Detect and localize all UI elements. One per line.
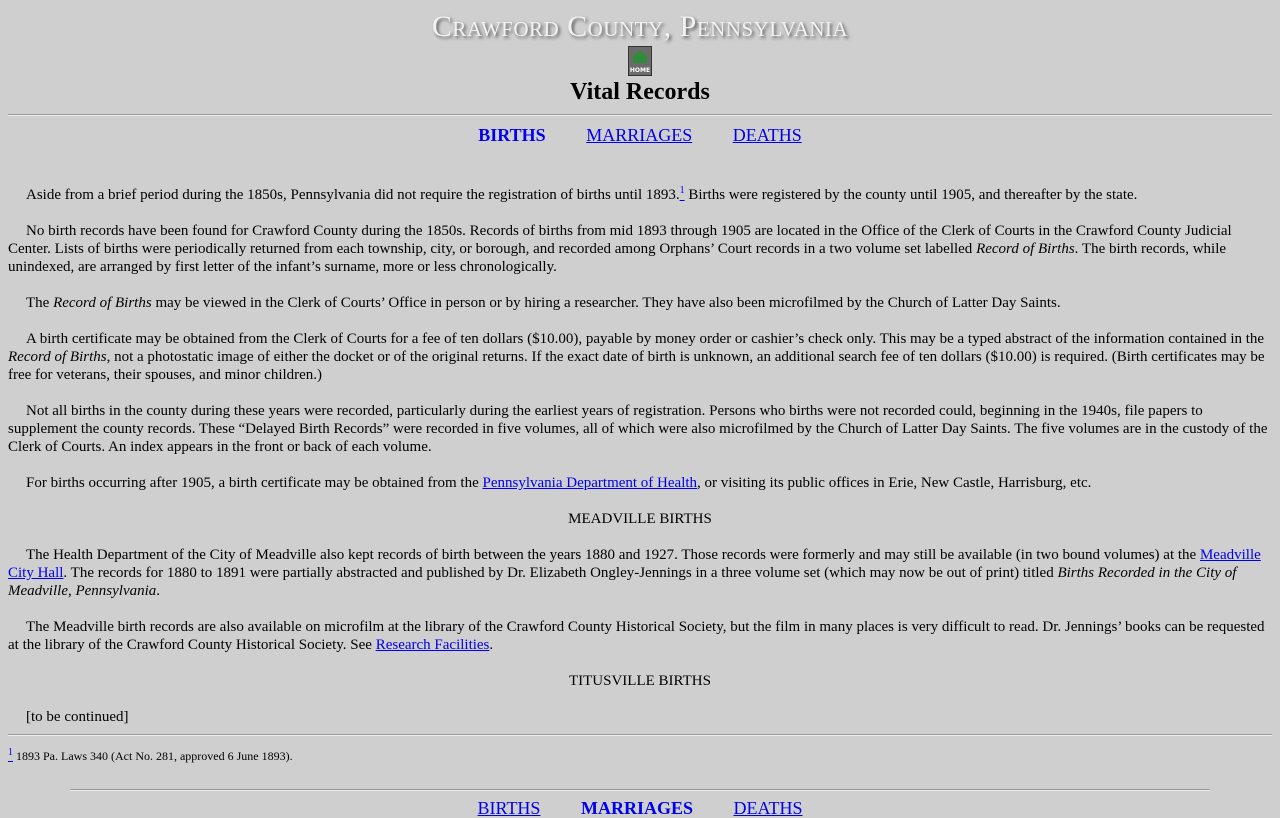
city-hall-link[interactable]: Meadville City Hall [8,547,1261,581]
footnote-mark[interactable]: 1 [8,747,13,758]
paragraph [8,618,1272,654]
book-title: Record of Births [976,241,1075,257]
nav-deaths[interactable]: DEATHS [732,125,802,145]
nav-marriages-bottom[interactable]: MARRIAGES [580,798,693,818]
bottom-nav [8,799,1272,817]
book-title: Births Recorded in the City of Meadville, Pennsylvania [8,565,1237,599]
paragraph [8,222,1272,276]
text: A birth certificate may be obtained from the Clerk of Courts for a fee of ten dollars ($10.00), payable by money order or cashier’s check only. This may be a typed abstract of the information contained in the [26,331,1265,347]
site-title: Crawford County, Pennsylvania [431,10,849,43]
book-title: Record of Births [53,295,152,311]
paragraph [8,474,1272,492]
text: The [26,295,54,311]
footnote [8,744,1272,765]
paragraph [8,294,1272,312]
nav-marriages[interactable]: MARRIAGES [586,125,693,145]
text: Aside from a brief period during the 1850s, Pennsylvania did not require the registration of births until 1893. [26,187,680,203]
text: . The birth records, while unindexed, are arranged by first letter of the infant’s surname, more or less chronologically. [8,241,1227,275]
divider [8,114,1272,116]
nav-births-bottom[interactable]: BIRTHS [477,798,541,818]
footnote-text: 1893 Pa. Laws 340 (Act No. 281, approved 6 June 1893). [13,749,293,763]
home-button[interactable] [628,46,652,76]
paragraph [8,330,1272,384]
paragraph: [to be continued] [26,709,129,725]
text: . [489,637,494,653]
text: No birth records have been found for Crawford County during the 1850s. Records of births from mid 1893 through 1905 are located in the Office of the Clerk of Courts in the Crawford County Judicial Center. Lists of births were periodically returned from each township, city, or borough, and recorded among Orphans’ Court records in a two volume set labelled [8,223,1232,257]
paragraph [8,546,1272,600]
text: , or visiting its public offices in Erie, New Castle, Harrisburg, etc. [697,475,1092,491]
text: The Health Department of the City of Meadville also kept records of birth between the years 1880 and 1927. Those records were formerly and may still be available (in two bound volumes) at the [26,547,1200,563]
nav-births[interactable]: BIRTHS [478,125,546,145]
text: . The records for 1880 to 1891 were partially abstracted and published by Dr. Elizabeth Ongley-Jennings in a three volume set (which may now be out of print) titled [63,565,1058,581]
text: Births were registered by the county until 1905, and thereafter by the state. [684,187,1138,203]
paragraph: Not all births in the county during these years were recorded, particularly during the earliest years of registration. Persons who births were not recorded could, beginning in the 1940s, file papers to supplement the county records. These “Delayed Birth Records” were recorded in five volumes, all of which were also microfilmed by the Church of Latter Day Saints. The five volumes are in the custody of the Clerk of Courts. An index appears in the front or back of each volume. [8,403,1268,455]
text: For births occurring after 1905, a birth certificate may be obtained from the [26,475,483,491]
house-icon [632,50,648,57]
book-title: Record of Births [8,349,107,365]
home-label: HOME [629,67,651,74]
text: , not a photostatic image of either the docket or of the original returns. If the exact date of birth is unknown, an additional search fee of ten dollars ($10.00) is required. (Birth certificates may be free for veterans, their spouses, and minor children.) [8,349,1265,383]
section-heading-titusville: TITUSVILLE BIRTHS [568,673,711,689]
divider [70,789,1210,791]
text: may be viewed in the Clerk of Courts’ Office in person or by hiring a researcher. They have also been microfilmed by the Church of Latter Day Saints. [151,295,1061,311]
top-nav [8,126,1272,144]
house-base-icon [633,57,647,63]
footnote-ref[interactable]: 1 [679,185,685,196]
page-title: Vital Records [570,79,710,105]
divider [8,734,1272,736]
section-heading-meadville: MEADVILLE BIRTHS [568,511,712,527]
nav-deaths-bottom[interactable]: DEATHS [733,798,803,818]
research-facilities-link[interactable]: Research Facilities [375,637,490,653]
text: . [156,583,161,599]
pa-health-link[interactable]: Pennsylvania Department of Health [482,475,698,491]
paragraph [8,182,1272,204]
text: The Meadville birth records are also available on microfilm at the library of the Crawford County Historical Society, but the film in many places is very difficult to read. Dr. Jennings’ books can be requested at the library of the Crawford County Historical Society. See [8,619,1265,653]
